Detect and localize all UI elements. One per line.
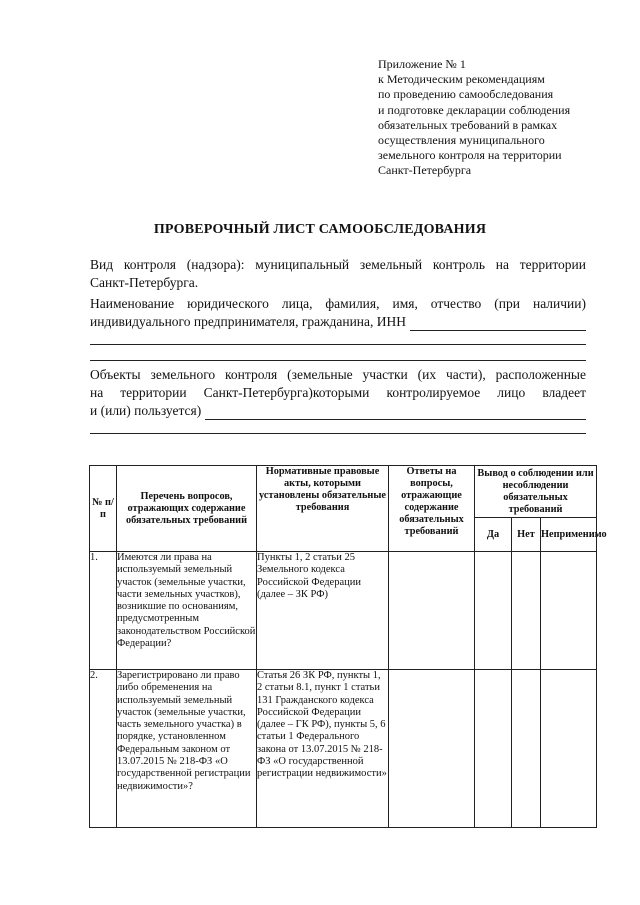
not-applicable-cell[interactable] xyxy=(541,670,597,828)
objects-blank[interactable] xyxy=(205,407,586,420)
inn-blank[interactable] xyxy=(410,318,586,331)
answer-cell[interactable] xyxy=(389,552,475,670)
no-cell[interactable] xyxy=(512,552,541,670)
answer-cell[interactable] xyxy=(389,670,475,828)
control-type-line: Санкт-Петербурга. xyxy=(90,275,199,290)
appendix-line: осуществления муниципального xyxy=(378,133,545,148)
control-type-paragraph xyxy=(90,256,586,292)
not-applicable-cell[interactable] xyxy=(541,552,597,670)
control-type-line: Вид контроля (надзора): муниципальный земельный контроль на территории xyxy=(90,257,586,272)
row-act: Пункты 1, 2 статьи 25 Земельного кодекса Российской Федерации (далее – ЗК РФ) xyxy=(257,552,389,670)
appendix-line: к Методическим рекомендациям xyxy=(378,72,545,87)
header-conclusion: Вывод о соблюдении или несоблюдении обязательных требований xyxy=(475,466,597,518)
appendix-line: Приложение № 1 xyxy=(378,57,466,71)
entity-name-label: индивидуального предпринимателя, гражданина, ИНН xyxy=(90,314,407,329)
objects-paragraph xyxy=(90,366,586,420)
header-no: Нет xyxy=(512,518,541,552)
appendix-line: и подготовке декларации соблюдения xyxy=(378,102,571,117)
entity-name-paragraph xyxy=(90,295,586,331)
row-act: Статья 26 ЗК РФ, пункты 1, 2 статьи 8.1, пункт 1 статьи 131 Гражданского кодекса Российской Федерации (далее – ГК РФ), пункты 5, 6 статьи 1 Федерального закона от 13.07.2015 № 218-ФЗ «О государственной регистрации недвижимости» xyxy=(257,670,389,828)
blank-line[interactable] xyxy=(90,344,586,345)
appendix-block xyxy=(378,57,618,179)
yes-cell[interactable] xyxy=(475,552,512,670)
appendix-line: земельного контроля на территории xyxy=(378,148,562,163)
entity-name-line: Наименование юридического лица, фамилия, имя, отчество (при наличии) xyxy=(90,296,586,311)
objects-label: и (или) пользуется) xyxy=(90,403,202,418)
header-acts: Нормативные правовые акты, которыми установлены обязательные требования xyxy=(257,466,389,552)
header-questions: Перечень вопросов, отражающих содержание обязательных требований xyxy=(117,466,257,552)
appendix-line: обязательных требований в рамках xyxy=(378,117,558,132)
objects-line: Объекты земельного контроля (земельные участки (их части), расположенные xyxy=(90,367,586,382)
appendix-line: Санкт-Петербурга xyxy=(378,163,472,178)
no-cell[interactable] xyxy=(512,670,541,828)
document-title: ПРОВЕРОЧНЫЙ ЛИСТ САМООБСЛЕДОВАНИЯ xyxy=(153,222,487,237)
header-answers: Ответы на вопросы, отражающие содержание обязательных требований xyxy=(389,466,475,552)
blank-line[interactable] xyxy=(90,433,586,434)
row-number: 1. xyxy=(90,552,117,670)
checklist-table xyxy=(89,465,607,828)
appendix-line: по проведению самообследования xyxy=(378,87,554,102)
objects-line: на территории Санкт-Петербурга)которыми контролируемое лицо владеет xyxy=(90,385,586,400)
header-yes: Да xyxy=(475,518,512,552)
header-num: № п/п xyxy=(90,466,117,552)
blank-line[interactable] xyxy=(90,360,586,361)
table-row xyxy=(90,552,597,670)
header-not-applicable: Неприменимо xyxy=(541,518,597,552)
row-question: Зарегистрировано ли право либо обременения на используемый земельный участок (земельные участки, часть земельного участка) в порядке, установленном Федеральным законом от 13.07.2015 № 218-ФЗ «О государственной регистрации недвижимости»? xyxy=(117,670,257,828)
entity-name-input-line[interactable] xyxy=(90,313,586,331)
row-number: 2. xyxy=(90,670,117,828)
yes-cell[interactable] xyxy=(475,670,512,828)
objects-input-line[interactable] xyxy=(90,402,586,420)
table-row xyxy=(90,670,597,828)
row-question: Имеются ли права на используемый земельный участок (земельные участки, части земельных участков), возникшие по основаниям, предусмотренным законодательством Российской Федерации? xyxy=(117,552,257,670)
